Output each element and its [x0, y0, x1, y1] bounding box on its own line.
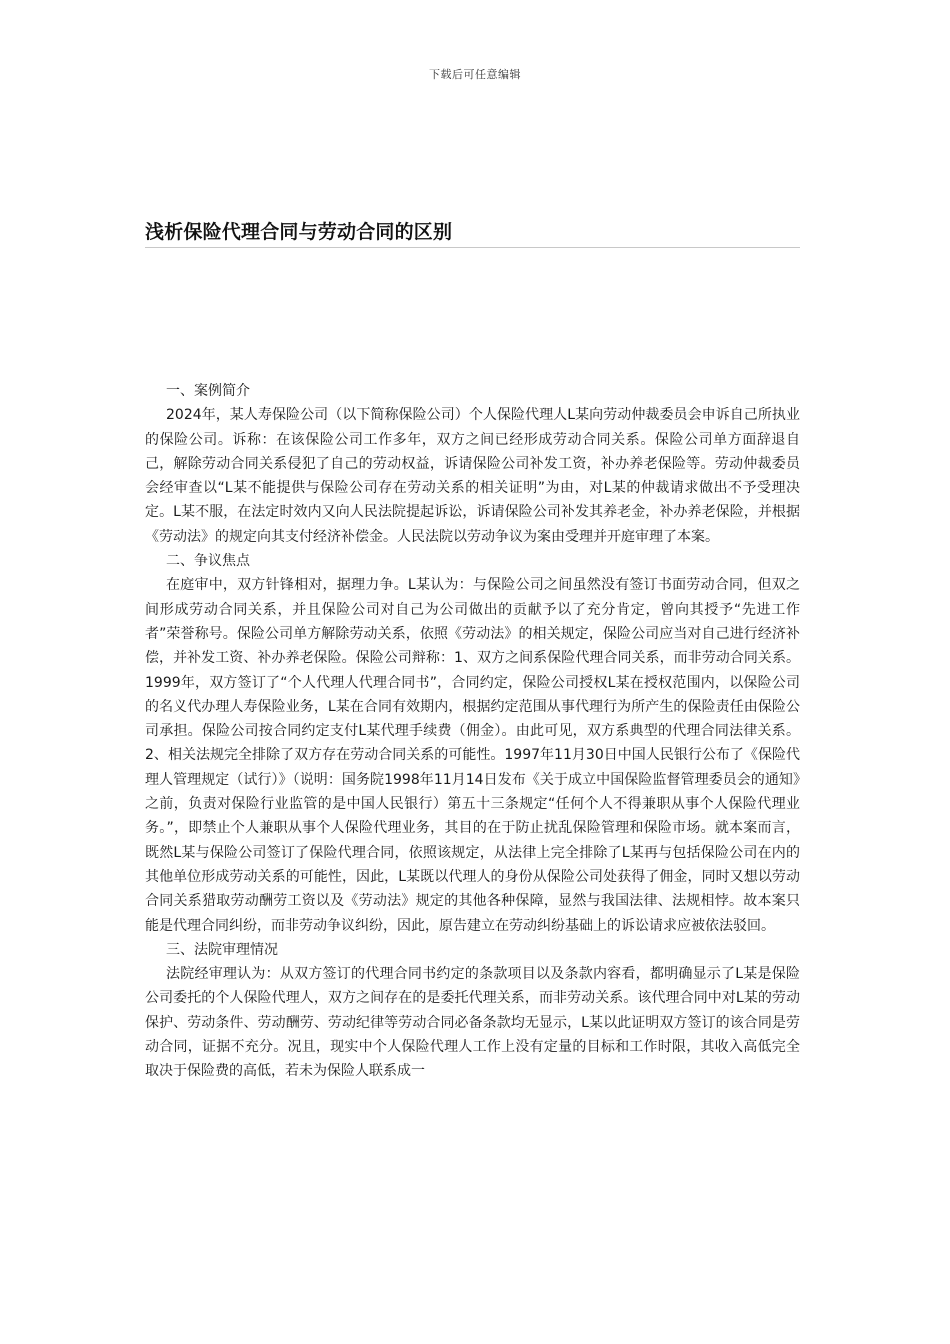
title-block	[145, 217, 800, 248]
section-heading-court-hearing: 三、法院审理情况	[166, 941, 278, 958]
document-title: 浅析保险代理合同与劳动合同的区别	[145, 221, 453, 243]
document-body	[145, 379, 800, 1084]
paragraph-case-summary: 2024年，某人寿保险公司（以下简称保险公司）个人保险代理人L某向劳动仲裁委员会申诉自己所执业的保险公司。诉称：在该保险公司工作多年，双方之间已经形成劳动合同关系。保险公司单方面辞退自己，解除劳动合同关系侵犯了自己的劳动权益，诉请保险公司补发工资，补办养老保险等。劳动仲裁委员会经审查以“L某不能提供与保险公司存在劳动关系的相关证明”为由，对L某的仲裁请求做出不予受理决定。L某不服，在法定时效内又向人民法院提起诉讼，诉请保险公司补发其养老金，补办养老保险，并根据《劳动法》的规定向其支付经济补偿金。人民法院以劳动争议为案由受理并开庭审理了本案。	[145, 407, 800, 545]
paragraph-court-hearing: 法院经审理认为：从双方签订的代理合同书约定的条款项目以及条款内容看，都明确显示了L某是保险公司委托的个人保险代理人，双方之间存在的是委托代理关系，而非劳动关系。该代理合同中对L某的劳动保护、劳动条件、劳动酬劳、劳动纪律等劳动合同必备条款均无显示，L某以此证明双方签订的该合同是劳动合同，证据不充分。况且，现实中个人保险代理人工作上没有定量的目标和工作时限，其收入高低完全取决于保险费的高低，若未为保险人联系成一	[145, 966, 800, 1080]
page-header-note: 下载后可任意编辑	[429, 68, 521, 81]
section-heading-dispute-focus: 二、争议焦点	[166, 553, 250, 570]
section-heading-case-summary: 一、案例简介	[166, 383, 250, 399]
paragraph-dispute-focus: 在庭审中，双方针锋相对，据理力争。L某认为：与保险公司之间虽然没有签订书面劳动合同，但双之间形成劳动合同关系，并且保险公司对自己为公司做出的贡献予以了充分肯定，曾向其授予“先进工作者”荣誉称号。保险公司单方解除劳动关系，依照《劳动法》的相关规定，保险公司应当对自己进行经济补偿，并补发工资、补办养老保险。保险公司辩称：1、双方之间系保险代理合同关系，而非劳动合同关系。1999年，双方签订了“个人代理人代理合同书”，合同约定，保险公司授权L某在授权范围内，以保险公司的名义代办理人寿保险业务，L某在合同有效期内，根据约定范围从事代理行为所产生的保险责任由保险公司承担。保险公司按合同约定支付L某代理手续费（佣金）。由此可见，双方系典型的代理合同法律关系。2、相关法规完全排除了双方存在劳动合同关系的可能性。1997年11月30日中国人民银行公布了《保险代理人管理规定（试行）》（说明：国务院1998年11月14日发布《关于成立中国保险监督管理委员会的通知》之前，负责对保险行业监管的是中国人民银行）第五十三条规定“任何个人不得兼职从事个人保险代理业务。”，即禁止个人兼职从事个人保险代理业务，其目的在于防止扰乱保险管理和保险市场。就本案而言，既然L某与保险公司签订了保险代理合同，依照该规定，从法律上完全排除了L某再与包括保险公司在内的其他单位形成劳动关系的可能性，因此，L某既以代理人的身份从保险公司处获得了佣金，同时又想以劳动合同关系猎取劳动酬劳工资以及《劳动法》规定的其他各种保障，显然与我国法律、法规相悖。故本案只能是代理合同纠纷，而非劳动争议纠纷，因此，原告建立在劳动纠纷基础上的诉讼请求应被依法驳回。	[145, 577, 800, 934]
